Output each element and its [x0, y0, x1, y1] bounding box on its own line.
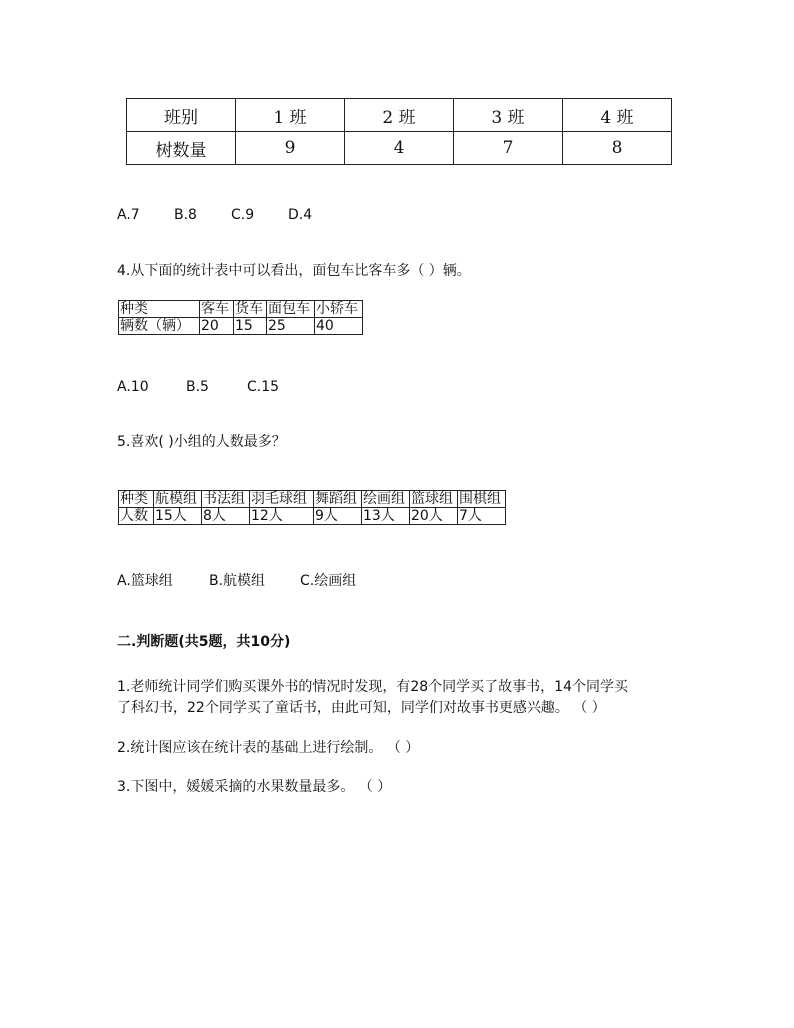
table-cell: 树数量 — [127, 132, 236, 165]
judge-2-text: 2.统计图应该在统计表的基础上进行绘制。 （ ） — [117, 740, 420, 756]
option-b: B.航模组 — [209, 573, 266, 589]
table-cell: 货车 — [234, 301, 267, 318]
table-cell: 20人 — [410, 508, 458, 525]
section-title: 二.判断题(共5题，共10分) — [117, 634, 291, 650]
question-5-text: 5.喜欢( )小组的人数最多？ — [117, 434, 286, 450]
table-cell: 客车 — [200, 301, 234, 318]
group-table — [118, 490, 506, 525]
table-cell: 小轿车 — [315, 301, 363, 318]
table-row — [127, 132, 672, 165]
table-cell: 20 — [200, 318, 234, 335]
table-row — [119, 491, 506, 508]
table-cell: 9人 — [314, 508, 362, 525]
table-cell: 篮球组 — [410, 491, 458, 508]
table-cell: 班别 — [127, 99, 236, 132]
table-row — [119, 508, 506, 525]
table-cell: 书法组 — [202, 491, 250, 508]
table-cell: 人数 — [119, 508, 154, 525]
table-cell: 围棋组 — [458, 491, 506, 508]
table-cell: 4 — [345, 132, 454, 165]
judge-1-line-1: 1.老师统计同学们购买课外书的情况时发现，有28个同学买了故事书，14个同学买 — [117, 679, 628, 695]
table-cell: 15 — [234, 318, 267, 335]
table-cell: 8 — [563, 132, 672, 165]
table-row — [119, 318, 363, 335]
table-cell: 13人 — [362, 508, 410, 525]
table-cell: 7 — [454, 132, 563, 165]
table-cell: 40 — [315, 318, 363, 335]
table-cell: 25 — [267, 318, 315, 335]
question-4-text: 4.从下面的统计表中可以看出，面包车比客车多（ ）辆。 — [117, 263, 471, 279]
table-cell: 种类 — [119, 491, 154, 508]
vehicle-table — [118, 300, 363, 335]
option-b: B.8 — [174, 207, 197, 223]
class-tree-table — [126, 98, 672, 165]
option-c: C.9 — [231, 207, 255, 223]
table-cell: 3 班 — [454, 99, 563, 132]
option-a: A.篮球组 — [117, 573, 173, 589]
table-cell: 舞蹈组 — [314, 491, 362, 508]
table-cell: 1 班 — [236, 99, 345, 132]
table-cell: 羽毛球组 — [250, 491, 314, 508]
table-cell: 航模组 — [154, 491, 202, 508]
option-c: C.15 — [247, 379, 280, 395]
table-row — [119, 301, 363, 318]
table-cell: 2 班 — [345, 99, 454, 132]
option-a: A.10 — [117, 379, 149, 395]
table-cell: 9 — [236, 132, 345, 165]
judge-3-text: 3.下图中，媛媛采摘的水果数量最多。 （ ） — [117, 779, 392, 795]
option-a: A.7 — [117, 207, 140, 223]
table-cell: 8人 — [202, 508, 250, 525]
table-cell: 绘画组 — [362, 491, 410, 508]
option-d: D.4 — [288, 207, 313, 223]
table-cell: 种类 — [119, 301, 200, 318]
table-cell: 15人 — [154, 508, 202, 525]
judge-1-line-2: 了科幻书，22个同学买了童话书，由此可知，同学们对故事书更感兴趣。 （ ） — [117, 700, 606, 716]
table-cell: 辆数（辆） — [119, 318, 200, 335]
table-cell: 4 班 — [563, 99, 672, 132]
table-cell: 面包车 — [267, 301, 315, 318]
table-row — [127, 99, 672, 132]
table-cell: 7人 — [458, 508, 506, 525]
option-c: C.绘画组 — [300, 573, 357, 589]
option-b: B.5 — [186, 379, 209, 395]
table-cell: 12人 — [250, 508, 314, 525]
